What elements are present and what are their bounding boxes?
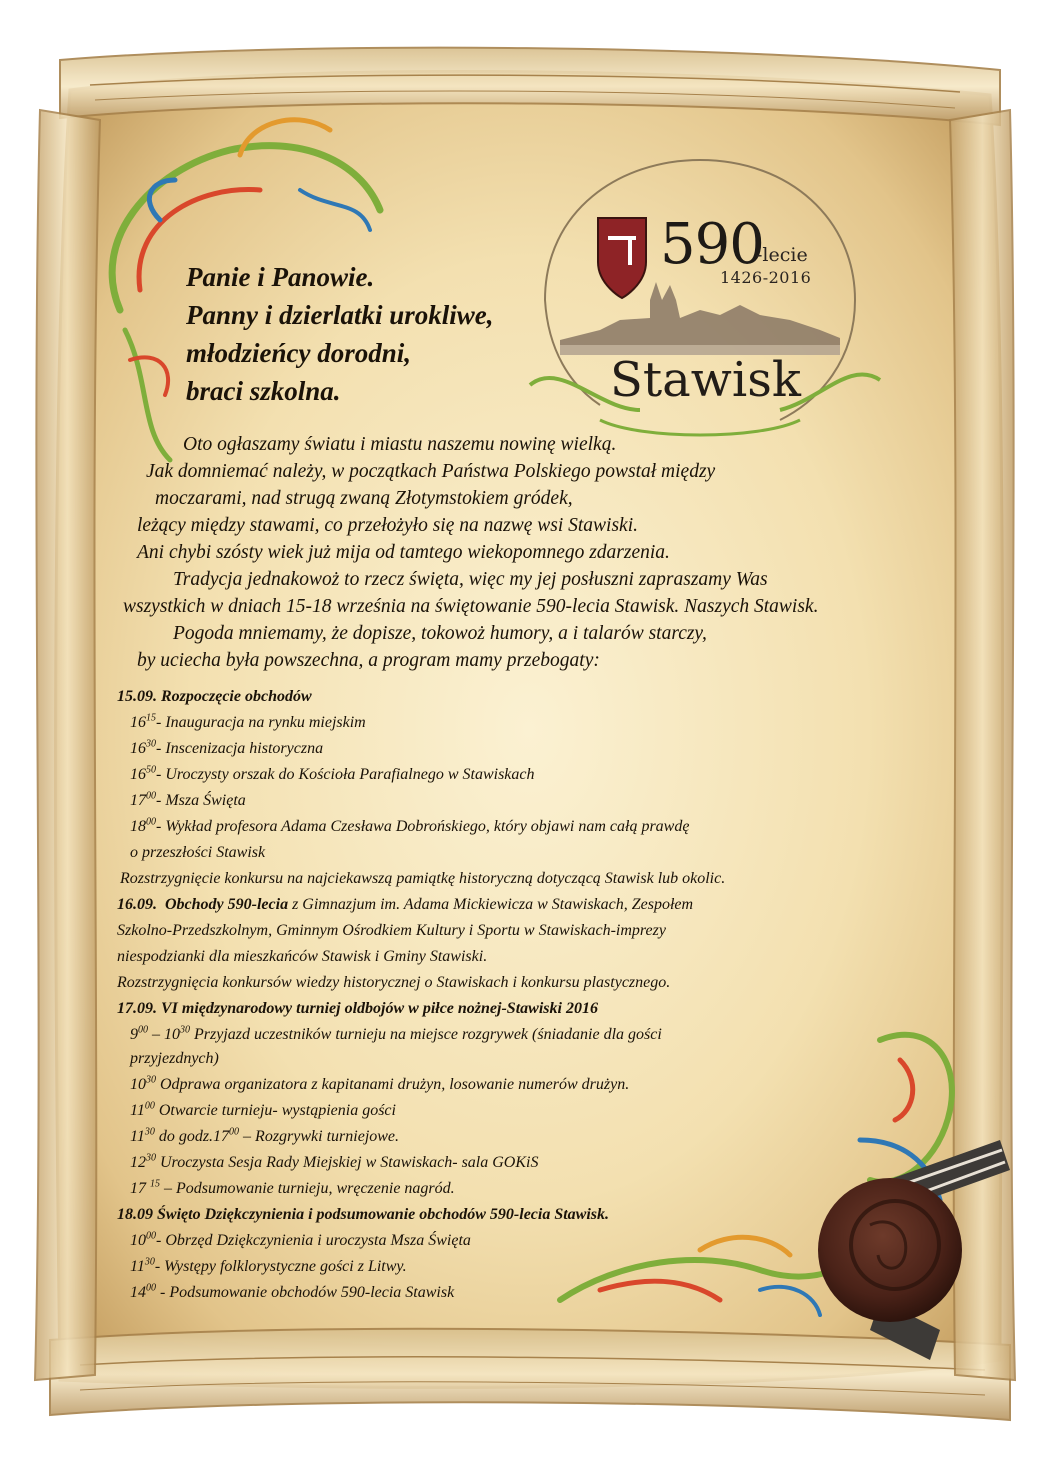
day-17-item-6: 17 $^{15}$ – Podsumowanie turnieju, wręczenie nagród. bbox=[130, 1178, 455, 1197]
day-17-item-4: $11^{30}$ do $godz.17^{00}$ – Rozgrywki turniejowe. bbox=[130, 1126, 400, 1145]
day-17-item-5: $12^{30}$ Uroczysta Sesja Rady Miejskiej w Stawiskach- sala GOKiS bbox=[130, 1152, 539, 1171]
greeting-line-1: Panie i Panowie. bbox=[186, 262, 375, 292]
intro-line-6: Tradycja jednakowoż to rzecz święta, więc my jej posłuszni zapraszamy Was bbox=[173, 569, 768, 590]
day-15-item-6: Rozstrzygnięcie konkursu na najciekawszą pamiątkę historyczną dotyczącą Stawisk lub okolic. bbox=[120, 870, 726, 887]
day-15-item-3: $16^{50}-$ Uroczysty orszak do Kościoła Parafialnego w Stawiskach bbox=[130, 764, 535, 783]
day-17-heading: 17.09. VI międzynarodowy turniej oldbojów w piłce nożnej-Stawiski 2016 bbox=[117, 1000, 598, 1017]
day-15-item-4: $17^{00}-$ Msza Święta bbox=[130, 790, 246, 809]
intro-line-9: by uciecha była powszechna, a program mamy przebogaty: bbox=[137, 650, 600, 671]
intro-line-4: leżący między stawami, co przełożyło się na nazwę wsi Stawiski. bbox=[137, 515, 639, 536]
greeting-line-4: braci szkolna. bbox=[186, 376, 341, 406]
intro-line-7: wszystkich w dniach 15-18 września na świętowanie 590-lecia Stawisk. Naszych Stawisk. bbox=[123, 596, 819, 617]
logo-town-name: Stawisk bbox=[610, 352, 801, 408]
day-17-item-2: $10^{30}$ Odprawa organizatora z kapitanami drużyn, losowanie numerów drużyn. bbox=[130, 1074, 630, 1093]
intro-line-3: moczarami, nad strugą zwaną Złotymstokiem gródek, bbox=[155, 488, 573, 509]
greeting-line-3: młodzieńcy dorodni, bbox=[186, 338, 412, 368]
day-17-item-3: $11^{00}$ Otwarcie turnieju- wystąpienia gości bbox=[130, 1100, 396, 1119]
logo-years: 1426-2016 bbox=[720, 268, 812, 287]
day-17-item-1: $9^{00} - 10^{30}$ Przyjazd uczestników turnieju na miejsce rozgrywek (śniadanie dla gości bbox=[130, 1024, 662, 1043]
logo-suffix: -lecie bbox=[756, 244, 808, 266]
day-17-item-1-cont: przyjezdnych) bbox=[130, 1050, 219, 1067]
day-16-line-2: Szkolno-Przedszkolnym, Gminnym Ośrodkiem Kultury i Sportu w Stawiskach-imprezy bbox=[117, 922, 666, 939]
day-16-line-4: Rozstrzygnięcia konkursów wiedzy historycznej o Stawiskach i konkursu plastycznego. bbox=[117, 974, 671, 991]
day-15-item-2: $16^{30}-$ Inscenizacja historyczna bbox=[130, 738, 324, 757]
day-18-item-1: $10^{00}-$ Obrzęd Dziękczynienia i uroczysta Msza Święta bbox=[130, 1230, 471, 1249]
day-15-item-5-cont: o przeszłości Stawisk bbox=[130, 844, 266, 861]
day-18-item-2: $11^{30}-$ Występy folklorystyczne gości z Litwy. bbox=[130, 1256, 407, 1275]
intro-line-8: Pogoda mniemamy, że dopisze, tokowoż humory, a i talarów starczy, bbox=[173, 623, 707, 644]
day-16-line-3: niespodzianki dla mieszkańców Stawisk i Gminy Stawiski. bbox=[117, 948, 488, 965]
intro-line-5: Ani chybi szósty wiek już mija od tamtego wiekopomnego zdarzenia. bbox=[137, 542, 670, 563]
day-15-heading: 15.09. Rozpoczęcie obchodów bbox=[117, 688, 312, 705]
day-15-item-1: $16^{15}-$ Inauguracja na rynku miejskim bbox=[130, 712, 366, 731]
day-16-heading: 16.09. Obchody 590-lecia z Gimnazjum im. Adama Mickiewicza w Stawiskach, Zespołem bbox=[117, 896, 694, 913]
greeting-line-2: Panny i dzierlatki urokliwe, bbox=[186, 300, 494, 330]
day-15-item-5: $18^{00}-$ Wykład profesora Adama Czesława Dobrońskiego, który objawi nam całą prawdę bbox=[130, 816, 690, 835]
logo-number: 590 bbox=[660, 212, 764, 277]
intro-line-2: Jak domniemać należy, w początkach Państwa Polskiego powstał między bbox=[146, 461, 716, 482]
day-18-heading: 18.09 Święto Dziękczynienia i podsumowanie obchodów 590-lecia Stawisk. bbox=[117, 1206, 610, 1223]
intro-line-1: Oto ogłaszamy światu i miastu naszemu nowinę wielką. bbox=[183, 434, 617, 455]
day-18-item-3: $14^{00}$ - Podsumowanie obchodów 590-lecia Stawisk bbox=[130, 1282, 455, 1301]
